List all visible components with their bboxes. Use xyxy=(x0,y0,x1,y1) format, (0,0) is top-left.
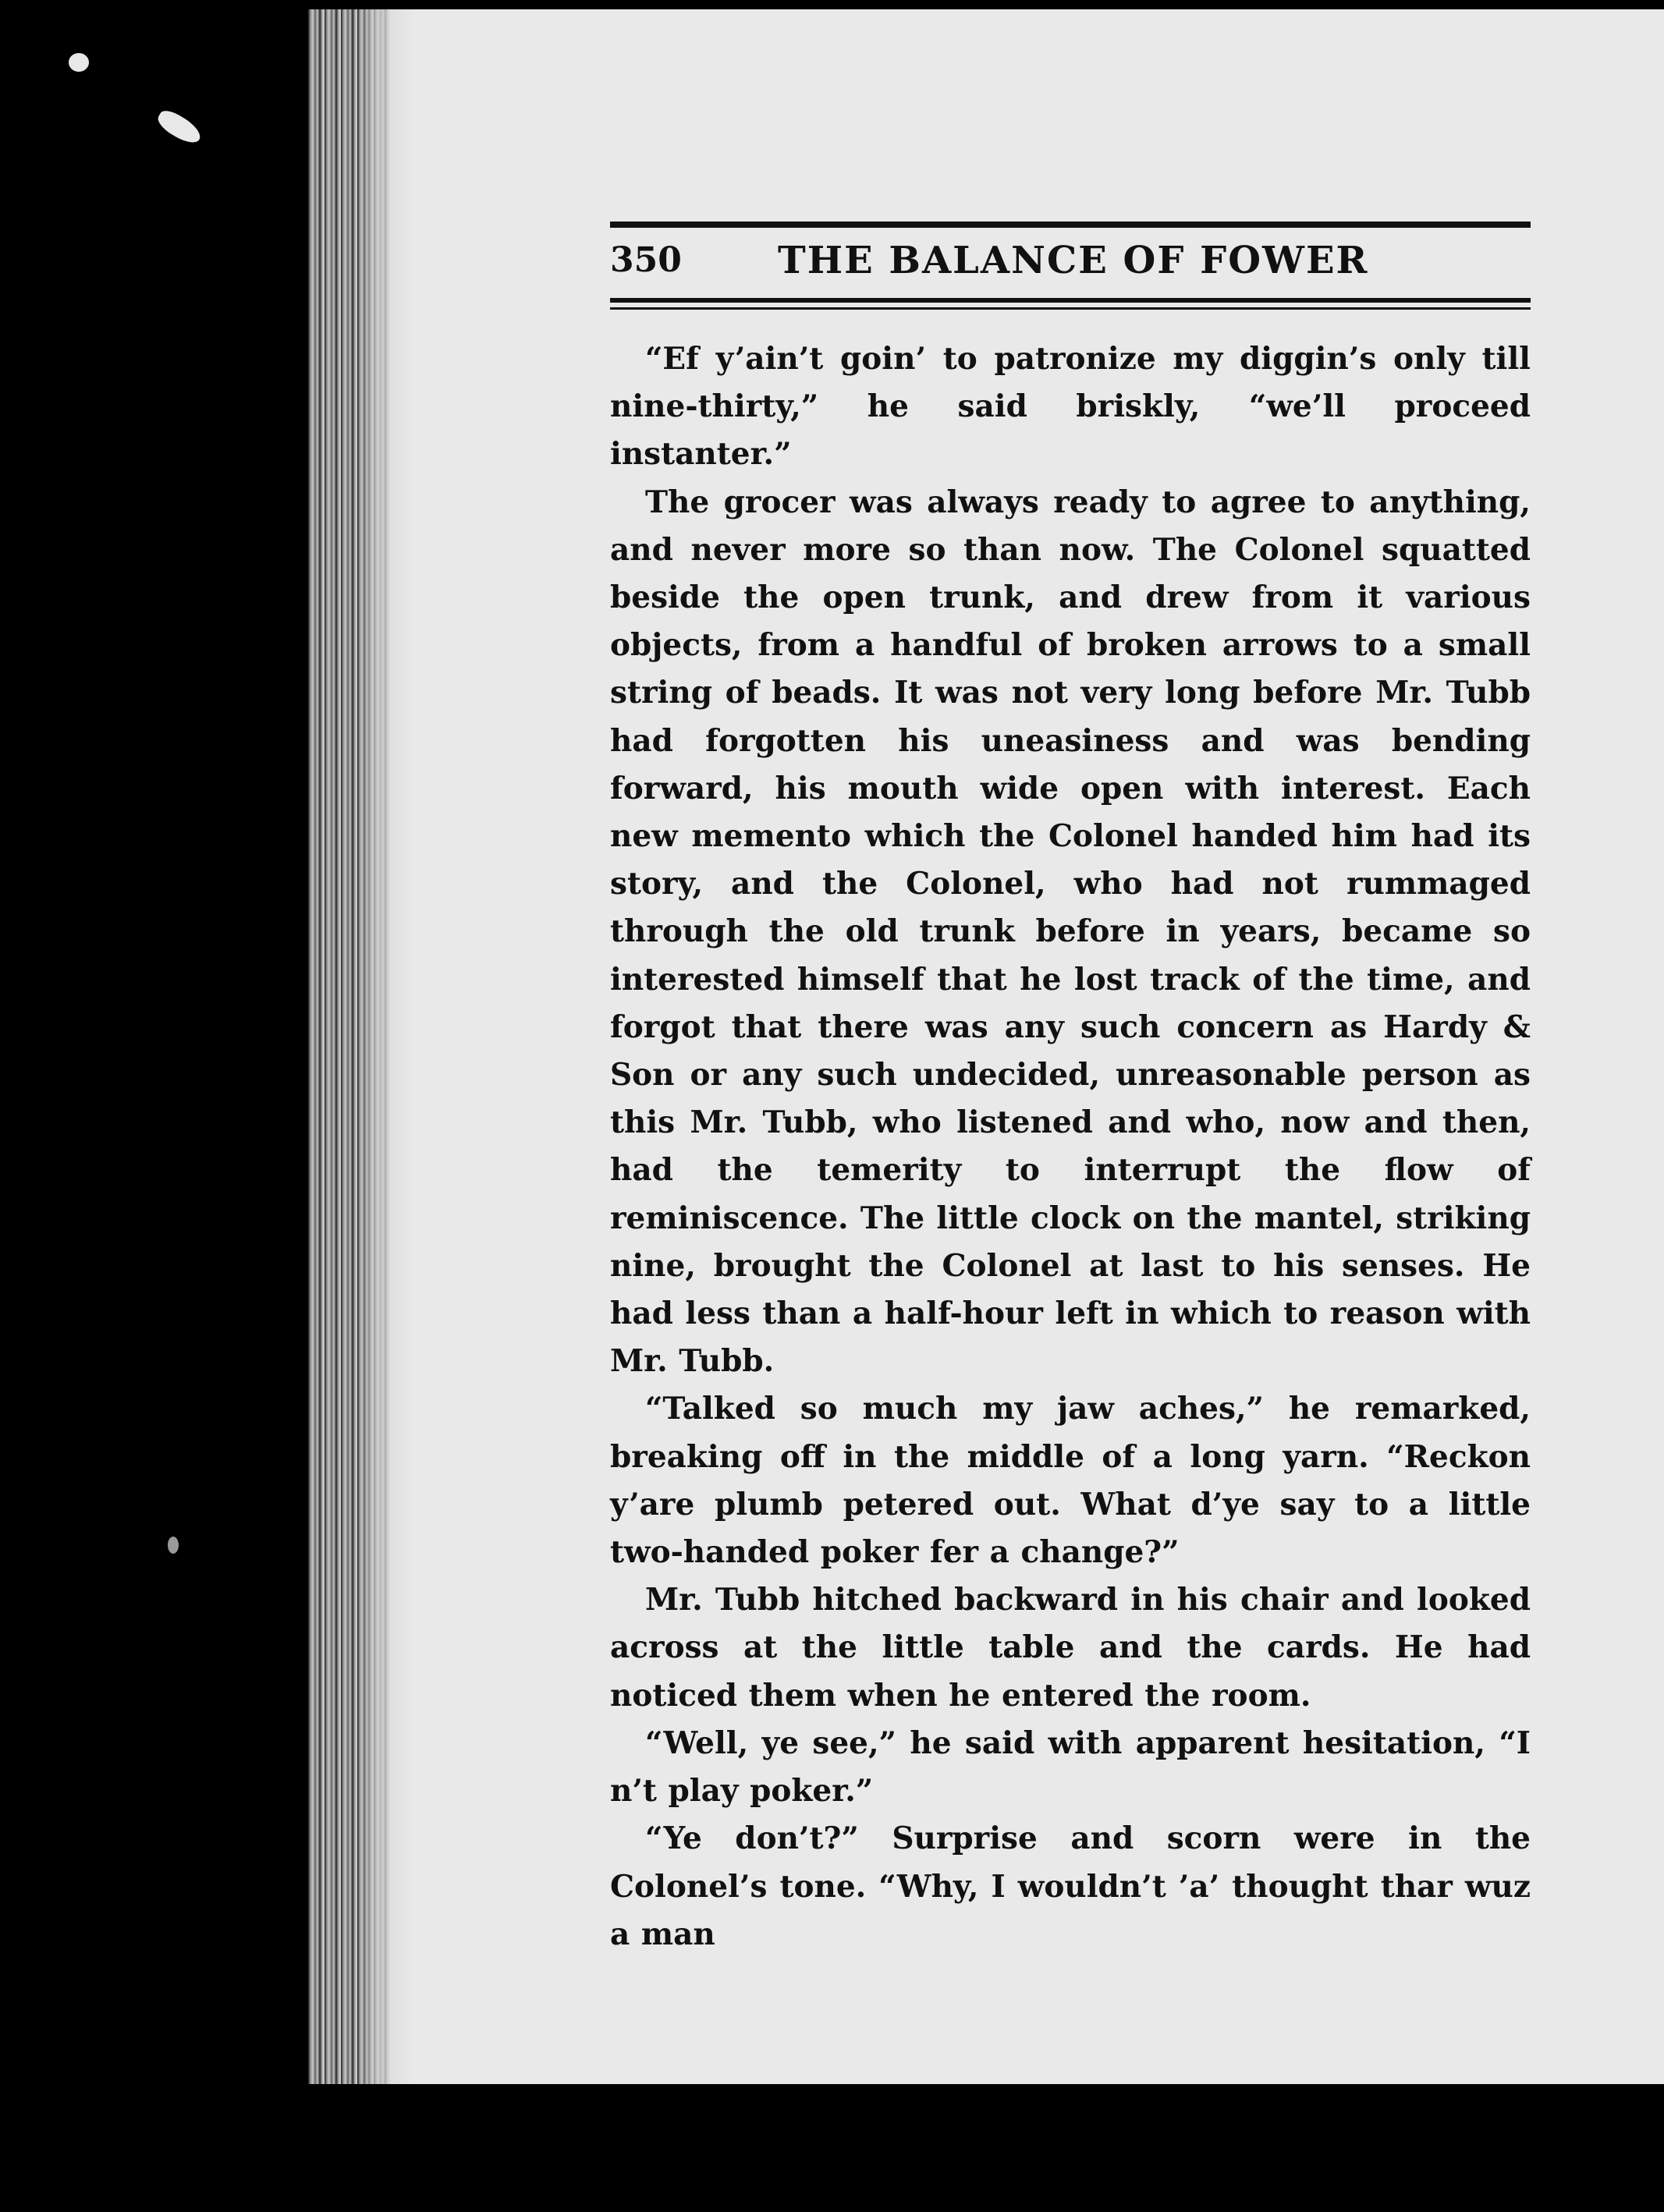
running-header xyxy=(610,222,1531,315)
scan-speck xyxy=(154,107,205,148)
page-edge-fade xyxy=(367,9,413,2084)
scan-bottom-border xyxy=(0,2084,1664,2212)
paragraph-3: “Talked so much my jaw aches,” he remarked, breaking off in the middle of a long yarn. “Reckon y’are plumb petered out. What d’ye say to a little two-handed poker fer a change?” xyxy=(610,1391,1531,1571)
body-text xyxy=(610,335,1531,1959)
page-number: 350 xyxy=(610,240,682,280)
paragraph-1: “Ef y’ain’t goin’ to patronize my diggin’s only till nine-thirty,” he said briskly, “we’ll proceed instanter.” xyxy=(610,341,1531,473)
scan-speck xyxy=(69,53,89,72)
header-rule-bottom-thin xyxy=(610,307,1531,310)
paragraph-6: “Ye don’t?” Surprise and scorn were in the Colonel’s tone. “Why, I wouldn’t ’a’ thought thar wuz a man xyxy=(610,1820,1531,1952)
paragraph-5: “Well, ye see,” he said with apparent hesitation, “I n’t play poker.” xyxy=(610,1725,1531,1810)
header-rule-top xyxy=(610,222,1531,228)
paragraph-2: The grocer was always ready to agree to anything, and never more so than now. The Colonel squatted beside the open trunk, and drew from it various objects, from a handful of broken arrows to a small string of beads. It was not very long before Mr. Tubb had forgotten his uneasiness and was bending forward, his mouth wide open with interest. Each new memento which the Colonel handed him had its story, and the Colonel, who had not rummaged through the old trunk before in years, became so interested himself that he lost track of the time, and forgot that there was any such concern as Hardy & Son or any such undecided, unreasonable person as this Mr. Tubb, who listened and who, now and then, had the temerity to interrupt the flow of reminiscence. The little clock on the mantel, striking nine, brought the Colonel at last to his senses. He had less than a half-hour left in which to reason with Mr. Tubb. xyxy=(610,484,1531,1380)
scan-speck xyxy=(168,1537,179,1554)
header-rule-bottom xyxy=(610,298,1531,303)
paragraph-4: Mr. Tubb hitched backward in his chair and looked across at the little table and the cards. He had noticed them when he entered the room. xyxy=(610,1582,1531,1714)
running-title: THE BALANCE OF FOWER xyxy=(778,239,1369,282)
